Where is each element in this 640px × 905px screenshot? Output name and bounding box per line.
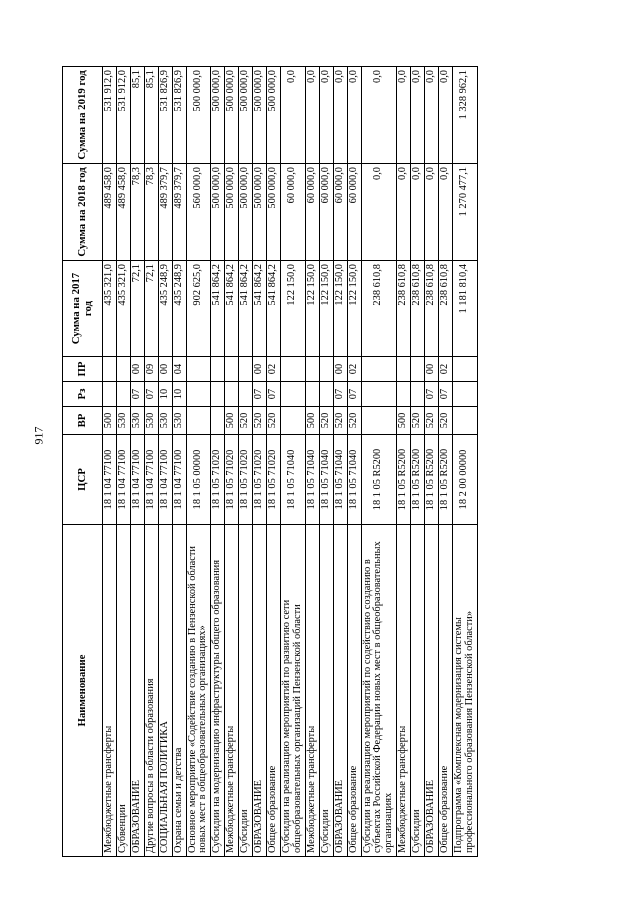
cell-sum-2018: 489 379,7 (158, 164, 172, 261)
cell-pr: 02 (347, 357, 361, 382)
cell-csr: 18 1 04 77100 (158, 435, 172, 525)
cell-csr: 18 1 05 71040 (333, 435, 347, 525)
cell-csr: 18 1 05 71040 (319, 435, 333, 525)
cell-sum-2017: 435 248,9 (158, 261, 172, 357)
table-row (439, 67, 453, 857)
cell-pr: 00 (130, 357, 144, 382)
page-number: 917 (31, 426, 46, 445)
cell-sum-2017: 238 610,8 (397, 261, 411, 357)
cell-vr: 530 (172, 407, 186, 435)
cell-sum-2018: 0,0 (397, 164, 411, 261)
cell-csr: 18 1 04 77100 (116, 435, 130, 525)
cell-sum-2018: 60 000,0 (347, 164, 361, 261)
table-row (333, 67, 347, 857)
cell-csr: 18 1 05 71040 (347, 435, 361, 525)
cell-vr: 530 (158, 407, 172, 435)
cell-rz (319, 382, 333, 407)
table-row (425, 67, 439, 857)
cell-sum-2017: 122 150,0 (333, 261, 347, 357)
cell-sum-2019: 0,0 (347, 67, 361, 164)
cell-sum-2019: 0,0 (305, 67, 319, 164)
cell-sum-2019: 531 912,0 (116, 67, 130, 164)
header-sum-2019: Сумма на 2019 год (63, 67, 103, 164)
cell-pr (397, 357, 411, 382)
cell-csr: 18 1 05 71020 (225, 435, 239, 525)
cell-rz (103, 382, 117, 407)
cell-sum-2019: 0,0 (425, 67, 439, 164)
cell-sum-2017: 541 864,2 (267, 261, 281, 357)
cell-rz (225, 382, 239, 407)
cell-name: Субсидии (319, 525, 333, 857)
table-body (103, 67, 478, 857)
cell-rz (305, 382, 319, 407)
cell-vr (452, 407, 477, 435)
cell-sum-2017: 435 321,0 (103, 261, 117, 357)
cell-rz (116, 382, 130, 407)
cell-name: Субсидии на модернизацию инфраструктуры общего образования (211, 525, 225, 857)
cell-csr: 18 1 04 77100 (144, 435, 158, 525)
cell-sum-2018: 60 000,0 (305, 164, 319, 261)
cell-name: Межбюджетные трансферты (225, 525, 239, 857)
cell-vr: 530 (144, 407, 158, 435)
cell-name: СОЦИАЛЬНАЯ ПОЛИТИКА (158, 525, 172, 857)
cell-sum-2018: 489 379,7 (172, 164, 186, 261)
cell-sum-2017: 435 321,0 (116, 261, 130, 357)
table-row (305, 67, 319, 857)
cell-sum-2018: 500 000,0 (267, 164, 281, 261)
table-row (158, 67, 172, 857)
cell-name: Подпрограмма «Комплексная модернизация системы профессионального образования Пензенской области» (452, 525, 477, 857)
cell-sum-2018: 60 000,0 (333, 164, 347, 261)
cell-name: ОБРАЗОВАНИЕ (333, 525, 347, 857)
cell-rz: 07 (253, 382, 267, 407)
table-row (267, 67, 281, 857)
cell-vr: 500 (225, 407, 239, 435)
cell-pr: 02 (439, 357, 453, 382)
cell-sum-2017: 902 625,0 (186, 261, 211, 357)
cell-sum-2019: 0,0 (319, 67, 333, 164)
cell-sum-2017: 72,1 (130, 261, 144, 357)
cell-vr: 530 (130, 407, 144, 435)
table-row (319, 67, 333, 857)
table-header (63, 67, 103, 857)
cell-vr: 520 (333, 407, 347, 435)
table-row (211, 67, 225, 857)
cell-name: ОБРАЗОВАНИЕ (130, 525, 144, 857)
cell-name: Основное мероприятие «Содействие созданию в Пензенской области новых мест в общеобразовательных организациях» (186, 525, 211, 857)
header-pr: ПР (63, 357, 103, 382)
table-row (225, 67, 239, 857)
cell-csr: 18 1 05 00000 (186, 435, 211, 525)
header-rz: Рз (63, 382, 103, 407)
cell-sum-2018: 78,3 (130, 164, 144, 261)
cell-sum-2018: 78,3 (144, 164, 158, 261)
header-sum-2017: Сумма на 2017 год (63, 261, 103, 357)
cell-sum-2019: 500 000,0 (211, 67, 225, 164)
cell-sum-2018: 500 000,0 (253, 164, 267, 261)
cell-sum-2017: 238 610,8 (361, 261, 397, 357)
cell-pr (305, 357, 319, 382)
cell-sum-2019: 85,1 (144, 67, 158, 164)
cell-rz: 10 (158, 382, 172, 407)
cell-name: Субсидии (411, 525, 425, 857)
cell-sum-2019: 85,1 (130, 67, 144, 164)
cell-rz (411, 382, 425, 407)
cell-csr: 18 1 04 77100 (172, 435, 186, 525)
table-row (116, 67, 130, 857)
cell-csr: 18 1 04 77100 (103, 435, 117, 525)
cell-sum-2019: 531 912,0 (103, 67, 117, 164)
cell-sum-2017: 435 248,9 (172, 261, 186, 357)
cell-rz (361, 382, 397, 407)
budget-table (62, 66, 478, 857)
cell-vr: 520 (253, 407, 267, 435)
cell-sum-2019: 0,0 (439, 67, 453, 164)
cell-sum-2017: 238 610,8 (411, 261, 425, 357)
cell-sum-2018: 500 000,0 (239, 164, 253, 261)
cell-pr: 04 (172, 357, 186, 382)
cell-vr: 520 (347, 407, 361, 435)
cell-csr: 18 1 05 71020 (211, 435, 225, 525)
cell-sum-2017: 122 150,0 (319, 261, 333, 357)
cell-pr: 00 (425, 357, 439, 382)
cell-pr (186, 357, 211, 382)
cell-rz: 07 (425, 382, 439, 407)
cell-rz (186, 382, 211, 407)
cell-pr (280, 357, 305, 382)
cell-name: Межбюджетные трансферты (103, 525, 117, 857)
table-row (130, 67, 144, 857)
cell-name: Субсидии (239, 525, 253, 857)
cell-sum-2017: 1 181 810,4 (452, 261, 477, 357)
table-row (452, 67, 477, 857)
cell-sum-2017: 72,1 (144, 261, 158, 357)
cell-sum-2018: 489 458,0 (103, 164, 117, 261)
cell-sum-2019: 1 328 962,1 (452, 67, 477, 164)
cell-sum-2019: 500 000,0 (253, 67, 267, 164)
cell-csr: 18 1 05 71020 (253, 435, 267, 525)
cell-sum-2018: 0,0 (411, 164, 425, 261)
cell-pr (211, 357, 225, 382)
cell-name: Субсидии на реализацию мероприятий по содействию созданию в субъектах Российской Федерации новых мест в общеобразовательных организациях (361, 525, 397, 857)
cell-sum-2019: 500 000,0 (239, 67, 253, 164)
cell-sum-2017: 238 610,8 (439, 261, 453, 357)
cell-csr: 18 1 05 R5200 (439, 435, 453, 525)
cell-csr: 18 2 00 00000 (452, 435, 477, 525)
table-row (144, 67, 158, 857)
cell-sum-2018: 489 458,0 (116, 164, 130, 261)
cell-csr: 18 1 04 77100 (130, 435, 144, 525)
cell-pr (239, 357, 253, 382)
cell-vr: 530 (116, 407, 130, 435)
cell-sum-2018: 0,0 (361, 164, 397, 261)
cell-sum-2018: 1 270 477,1 (452, 164, 477, 261)
cell-sum-2017: 122 150,0 (347, 261, 361, 357)
cell-pr: 00 (253, 357, 267, 382)
cell-pr (103, 357, 117, 382)
cell-name: Межбюджетные трансферты (305, 525, 319, 857)
cell-sum-2018: 500 000,0 (211, 164, 225, 261)
table-row (361, 67, 397, 857)
cell-rz: 07 (333, 382, 347, 407)
cell-csr: 18 1 05 71020 (267, 435, 281, 525)
cell-vr: 500 (103, 407, 117, 435)
cell-vr (280, 407, 305, 435)
cell-name: Субвенции (116, 525, 130, 857)
cell-rz (280, 382, 305, 407)
cell-sum-2019: 531 826,9 (158, 67, 172, 164)
cell-name: Охрана семьи и детства (172, 525, 186, 857)
cell-vr: 520 (267, 407, 281, 435)
header-csr: ЦСР (63, 435, 103, 525)
cell-vr (211, 407, 225, 435)
cell-pr: 09 (144, 357, 158, 382)
cell-name: Субсидии на реализацию мероприятий по развитию сети общеобразовательных организаций Пензенской области (280, 525, 305, 857)
cell-vr (361, 407, 397, 435)
rotated-budget-table-container (62, 67, 613, 857)
cell-sum-2017: 541 864,2 (239, 261, 253, 357)
cell-vr: 520 (411, 407, 425, 435)
cell-pr: 00 (158, 357, 172, 382)
cell-name: ОБРАЗОВАНИЕ (425, 525, 439, 857)
cell-rz: 10 (172, 382, 186, 407)
cell-sum-2018: 60 000,0 (280, 164, 305, 261)
cell-sum-2017: 541 864,2 (253, 261, 267, 357)
cell-sum-2019: 500 000,0 (186, 67, 211, 164)
cell-sum-2018: 60 000,0 (319, 164, 333, 261)
cell-vr: 520 (439, 407, 453, 435)
table-row (280, 67, 305, 857)
cell-name: Общее образование (267, 525, 281, 857)
cell-pr (452, 357, 477, 382)
table-row (186, 67, 211, 857)
cell-vr: 500 (305, 407, 319, 435)
cell-name: Межбюджетные трансферты (397, 525, 411, 857)
cell-sum-2019: 500 000,0 (225, 67, 239, 164)
cell-sum-2019: 531 826,9 (172, 67, 186, 164)
cell-pr: 00 (333, 357, 347, 382)
cell-csr: 18 1 05 R5200 (425, 435, 439, 525)
cell-sum-2019: 0,0 (361, 67, 397, 164)
cell-rz: 07 (144, 382, 158, 407)
cell-rz: 07 (130, 382, 144, 407)
cell-csr: 18 1 05 71040 (305, 435, 319, 525)
cell-rz (211, 382, 225, 407)
cell-name: Общее образование (347, 525, 361, 857)
header-name: Наименование (63, 525, 103, 857)
table-row (239, 67, 253, 857)
cell-csr: 18 1 05 71020 (239, 435, 253, 525)
cell-csr: 18 1 05 R5200 (361, 435, 397, 525)
cell-pr (411, 357, 425, 382)
cell-sum-2017: 122 150,0 (280, 261, 305, 357)
cell-rz: 07 (267, 382, 281, 407)
cell-rz: 07 (439, 382, 453, 407)
table-row (103, 67, 117, 857)
cell-sum-2017: 122 150,0 (305, 261, 319, 357)
cell-vr (186, 407, 211, 435)
cell-csr: 18 1 05 71040 (280, 435, 305, 525)
cell-sum-2017: 541 864,2 (225, 261, 239, 357)
table-row (397, 67, 411, 857)
cell-sum-2017: 238 610,8 (425, 261, 439, 357)
cell-pr (361, 357, 397, 382)
cell-sum-2019: 0,0 (397, 67, 411, 164)
cell-sum-2018: 0,0 (425, 164, 439, 261)
cell-pr: 02 (267, 357, 281, 382)
cell-sum-2019: 0,0 (280, 67, 305, 164)
cell-sum-2017: 541 864,2 (211, 261, 225, 357)
table-row (411, 67, 425, 857)
header-row (63, 67, 103, 857)
cell-csr: 18 1 05 R5200 (397, 435, 411, 525)
cell-sum-2018: 0,0 (439, 164, 453, 261)
table-row (253, 67, 267, 857)
cell-rz (239, 382, 253, 407)
cell-sum-2019: 500 000,0 (267, 67, 281, 164)
cell-sum-2019: 0,0 (333, 67, 347, 164)
cell-vr: 520 (239, 407, 253, 435)
header-vr: ВР (63, 407, 103, 435)
cell-pr (116, 357, 130, 382)
cell-rz (452, 382, 477, 407)
cell-pr (225, 357, 239, 382)
cell-rz: 07 (347, 382, 361, 407)
cell-sum-2018: 560 000,0 (186, 164, 211, 261)
cell-vr: 520 (425, 407, 439, 435)
cell-csr: 18 1 05 R5200 (411, 435, 425, 525)
cell-rz (397, 382, 411, 407)
table-row (347, 67, 361, 857)
cell-vr: 520 (319, 407, 333, 435)
header-sum-2018: Сумма на 2018 год (63, 164, 103, 261)
cell-vr: 500 (397, 407, 411, 435)
cell-sum-2019: 0,0 (411, 67, 425, 164)
cell-pr (319, 357, 333, 382)
table-row (172, 67, 186, 857)
cell-name: Общее образование (439, 525, 453, 857)
cell-name: Другие вопросы в области образования (144, 525, 158, 857)
cell-sum-2018: 500 000,0 (225, 164, 239, 261)
cell-name: ОБРАЗОВАНИЕ (253, 525, 267, 857)
